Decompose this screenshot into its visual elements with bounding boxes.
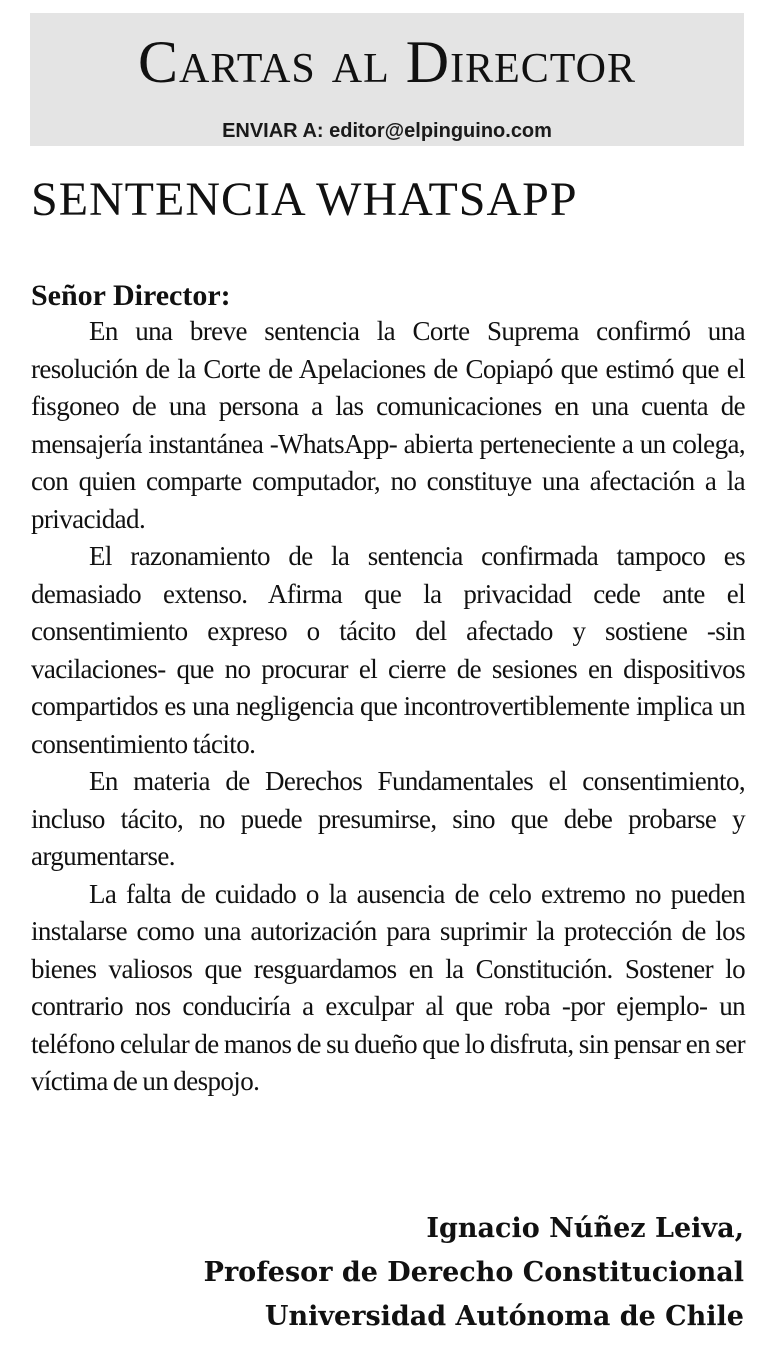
- section-title: Cartas al Director: [137, 29, 637, 95]
- letter-paragraph: En una breve sentencia la Corte Suprema confirmó una resolución de la Corte de Apelaciones de Copiapó que estimó que el fisgoneo de una persona a las comunicaciones en una cuenta de mensajería instantánea -WhatsApp- abierta perteneciente a un colega, con quien comparte computador, no constituye una afectación a la privacidad.: [31, 316, 745, 534]
- section-header: [30, 13, 744, 146]
- letter-paragraph: La falta de cuidado o la ausencia de celo extremo no pueden instalarse como una autorización para suprimir la protección de los bienes valiosos que resguardamos en la Constitución. Sostener lo contrario nos conduciría a exculpar al que roba -por ejemplo- un teléfono celular de manos de su dueño que lo disfruta, sin pensar en ser víctima de un despojo.: [31, 878, 745, 1096]
- send-to-line: ENVIAR A: editor@elpinguino.com: [222, 120, 552, 142]
- author-institution: Universidad Autónoma de Chile: [264, 1301, 744, 1332]
- letter-headline: SENTENCIA WHATSAPP: [31, 173, 578, 226]
- letter-paragraph: El razonamiento de la sentencia confirmada tampoco es demasiado extenso. Afirma que la privacidad cede ante el consentimiento expreso o tácito del afectado y sostiene -sin vacilaciones- que no procurar el cierre de sesiones en dispositivos compartidos es una negligencia que incontrovertiblemente implica un consentimiento tácito.: [31, 541, 745, 759]
- letter-paragraph: En materia de Derechos Fundamentales el consentimiento, incluso tácito, no puede presumirse, sino que debe probarse y argumentarse.: [31, 766, 745, 871]
- letter-signature: [204, 1207, 744, 1339]
- letter-body: [31, 313, 745, 1101]
- author-title: Profesor de Derecho Constitucional: [203, 1257, 744, 1288]
- author-name: Ignacio Núñez Leiva,: [426, 1213, 744, 1244]
- letter-salutation: Señor Director:: [31, 279, 231, 312]
